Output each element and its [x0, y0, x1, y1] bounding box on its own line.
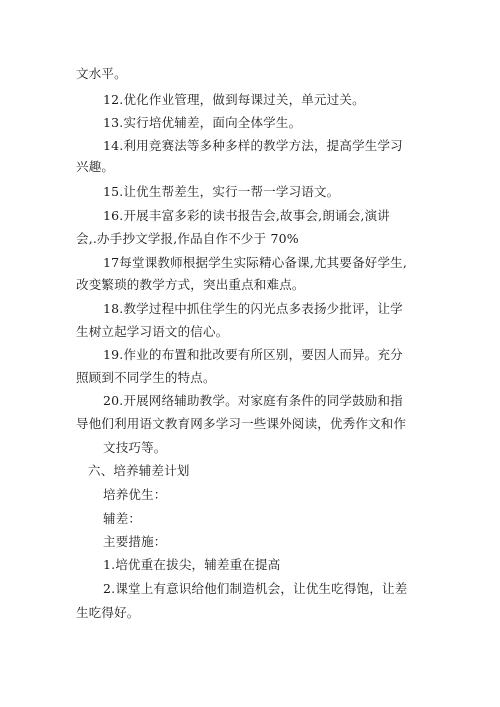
text-line: 17每堂课教师根据学生实际精心备课,尤其要备好学生,	[103, 255, 408, 270]
text-line: 20.开展网络辅助教学。对家庭有条件的同学鼓励和指	[103, 393, 403, 408]
text-line: 13.实行培优辅差，面向全体学生。	[103, 115, 302, 130]
text-line: 19.作业的布置和批改要有所区别，要因人而异。充分	[103, 347, 403, 362]
text-line: 辅差：	[103, 511, 142, 526]
text-line: 18.教学过程中抓住学生的闪光点多表扬少批评，让学	[103, 301, 403, 316]
text-line: 生树立起学习语文的信心。	[76, 324, 229, 339]
text-line: 文水平。	[76, 66, 127, 81]
text-line: 兴趣。	[76, 159, 115, 174]
text-line: 培养优生：	[103, 487, 167, 502]
text-line: 文技巧等。	[103, 440, 167, 455]
text-line: 12.优化作业管理，做到每课过关，单元过关。	[103, 92, 365, 107]
text-line: 主要措施：	[103, 534, 167, 549]
text-line: 15.让优生帮差生，实行一帮一学习语文。	[103, 184, 340, 199]
text-line: 1.培优重在拔尖，辅差重在提高	[103, 557, 281, 572]
text-line: 导他们利用语文教育网多学习一些课外阅读，优秀作文和作	[76, 416, 407, 431]
text-line: 生吃得好。	[76, 605, 140, 620]
text-line: 会,.办手抄文学报,作品自作不少于 70%	[76, 231, 299, 246]
text-line: 照顾到不同学生的特点。	[76, 370, 216, 385]
text-line: 16.开展丰富多彩的读书报告会,故事会,朗诵会,演讲	[103, 208, 391, 223]
text-line: 14.利用竞赛法等多种多样的教学方法，提高学生学习	[103, 138, 403, 153]
text-line: 2.课堂上有意识给他们制造机会，让优生吃得饱，让差	[103, 581, 408, 596]
text-line: 改变繁琐的教学方式，突出重点和难点。	[76, 277, 305, 292]
section-heading: 六、培养辅差计划	[88, 463, 190, 478]
